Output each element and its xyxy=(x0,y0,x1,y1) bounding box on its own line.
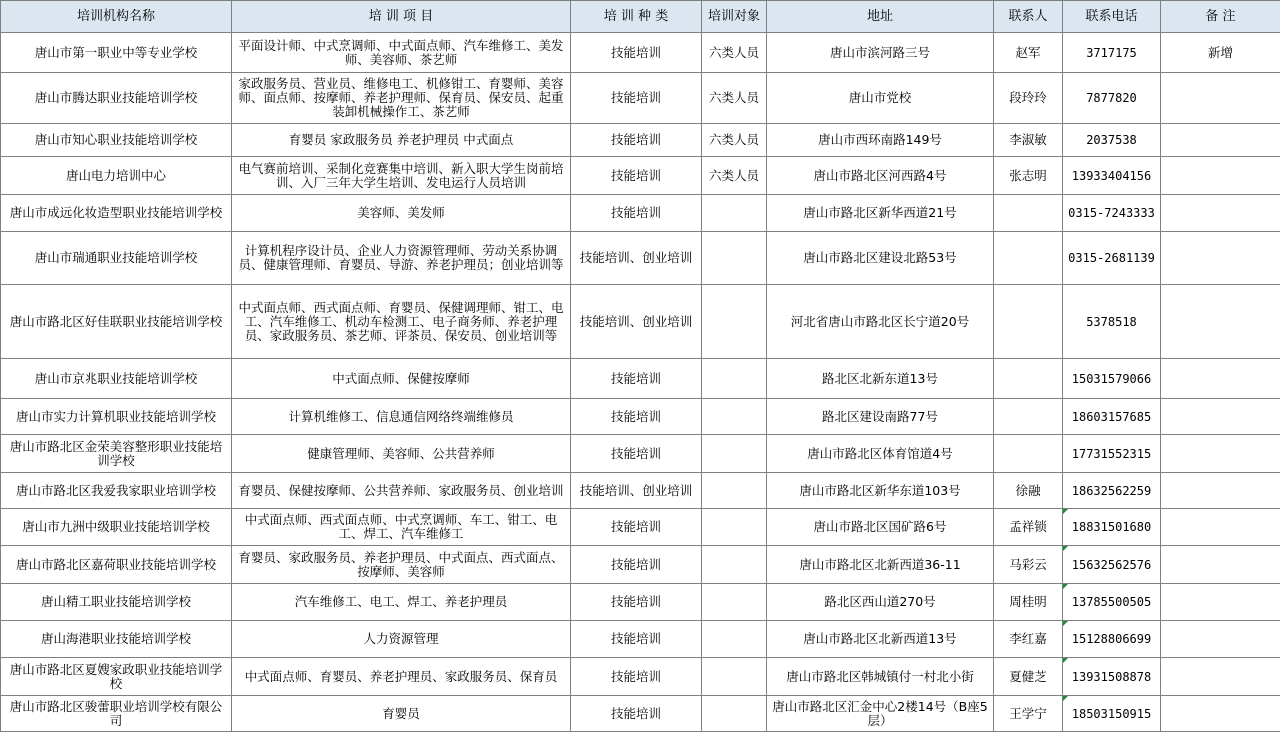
training-type-cell: 技能培训 xyxy=(571,124,702,157)
training-target-cell xyxy=(702,473,767,509)
training-projects-cell: 平面设计师、中式烹调师、中式面点师、汽车维修工、美发师、美容师、茶艺师 xyxy=(232,33,571,73)
remark-cell xyxy=(1161,696,1280,732)
institution-name-cell: 唐山电力培训中心 xyxy=(1,157,232,195)
training-type-cell: 技能培训 xyxy=(571,546,702,584)
address-cell: 唐山市路北区体育馆道4号 xyxy=(767,435,994,473)
training-projects-cell: 育婴员 xyxy=(232,696,571,732)
remark-cell xyxy=(1161,621,1280,658)
remark-cell xyxy=(1161,195,1280,232)
remark-cell xyxy=(1161,509,1280,546)
phone-cell: 15128806699 xyxy=(1063,621,1161,658)
remark-cell xyxy=(1161,124,1280,157)
header-training-target: 培训对象 xyxy=(702,1,767,33)
training-projects-cell: 中式面点师、保健按摩师 xyxy=(232,359,571,399)
remark-cell xyxy=(1161,435,1280,473)
phone-cell: 18503150915 xyxy=(1063,696,1161,732)
address-cell: 路北区建设南路77号 xyxy=(767,399,994,435)
training-target-cell: 六类人员 xyxy=(702,124,767,157)
header-row xyxy=(1,1,1280,33)
institution-name-cell: 唐山市九洲中级职业技能培训学校 xyxy=(1,509,232,546)
phone-cell: 0315-2681139 xyxy=(1063,232,1161,285)
contact-cell: 夏健芝 xyxy=(994,658,1063,696)
training-target-cell xyxy=(702,285,767,359)
address-cell: 河北省唐山市路北区长宁道20号 xyxy=(767,285,994,359)
header-remark: 备 注 xyxy=(1161,1,1280,33)
table-row xyxy=(1,285,1280,359)
training-projects-cell: 电气赛前培训、采制化竞赛集中培训、新入职大学生岗前培训、入厂三年大学生培训、发电运行人员培训 xyxy=(232,157,571,195)
table-row xyxy=(1,399,1280,435)
institution-name-cell: 唐山市实力计算机职业技能培训学校 xyxy=(1,399,232,435)
training-projects-cell: 中式面点师、西式面点师、育婴员、保健调理师、钳工、电工、汽车维修工、机动车检测工、电子商务师、养老护理员、家政服务员、茶艺师、评茶员、保安员、创业培训等 xyxy=(232,285,571,359)
contact-cell: 张志明 xyxy=(994,157,1063,195)
contact-cell: 孟祥锁 xyxy=(994,509,1063,546)
remark-cell xyxy=(1161,73,1280,124)
remark-cell: 新增 xyxy=(1161,33,1280,73)
contact-cell: 王学宁 xyxy=(994,696,1063,732)
training-target-cell xyxy=(702,195,767,232)
table-row xyxy=(1,473,1280,509)
table-row xyxy=(1,195,1280,232)
institution-name-cell: 唐山市路北区金荣美容整形职业技能培训学校 xyxy=(1,435,232,473)
address-cell: 唐山市路北区河西路4号 xyxy=(767,157,994,195)
training-type-cell: 技能培训 xyxy=(571,157,702,195)
training-projects-cell: 美容师、美发师 xyxy=(232,195,571,232)
address-cell: 唐山市路北区新华西道21号 xyxy=(767,195,994,232)
header-contact: 联系人 xyxy=(994,1,1063,33)
institution-name-cell: 唐山市路北区嘉荷职业技能培训学校 xyxy=(1,546,232,584)
address-cell: 唐山市滨河路三号 xyxy=(767,33,994,73)
training-projects-cell: 育婴员 家政服务员 养老护理员 中式面点 xyxy=(232,124,571,157)
table-row xyxy=(1,232,1280,285)
phone-cell: 13933404156 xyxy=(1063,157,1161,195)
phone-cell: 5378518 xyxy=(1063,285,1161,359)
table-row xyxy=(1,157,1280,195)
address-cell: 唐山市路北区建设北路53号 xyxy=(767,232,994,285)
address-cell: 唐山市路北区汇金中心2楼14号（B座5层） xyxy=(767,696,994,732)
remark-cell xyxy=(1161,359,1280,399)
phone-cell: 18632562259 xyxy=(1063,473,1161,509)
contact-cell: 马彩云 xyxy=(994,546,1063,584)
table-body xyxy=(1,33,1280,732)
training-type-cell: 技能培训 xyxy=(571,33,702,73)
training-projects-cell: 汽车维修工、电工、焊工、养老护理员 xyxy=(232,584,571,621)
phone-cell: 15632562576 xyxy=(1063,546,1161,584)
training-type-cell: 技能培训 xyxy=(571,435,702,473)
phone-cell: 2037538 xyxy=(1063,124,1161,157)
table-row xyxy=(1,33,1280,73)
address-cell: 唐山市路北区新华东道103号 xyxy=(767,473,994,509)
table-row xyxy=(1,509,1280,546)
training-target-cell: 六类人员 xyxy=(702,73,767,124)
phone-cell: 18831501680 xyxy=(1063,509,1161,546)
table-row xyxy=(1,73,1280,124)
institution-name-cell: 唐山市路北区夏嫂家政职业技能培训学校 xyxy=(1,658,232,696)
phone-cell: 0315-7243333 xyxy=(1063,195,1161,232)
training-projects-cell: 育婴员、保健按摩师、公共营养师、家政服务员、创业培训 xyxy=(232,473,571,509)
contact-cell: 段玲玲 xyxy=(994,73,1063,124)
contact-cell xyxy=(994,195,1063,232)
remark-cell xyxy=(1161,546,1280,584)
table-row xyxy=(1,435,1280,473)
training-projects-cell: 中式面点师、育婴员、养老护理员、家政服务员、保育员 xyxy=(232,658,571,696)
contact-cell xyxy=(994,232,1063,285)
institution-name-cell: 唐山市京兆职业技能培训学校 xyxy=(1,359,232,399)
contact-cell: 李红嘉 xyxy=(994,621,1063,658)
institution-name-cell: 唐山市腾达职业技能培训学校 xyxy=(1,73,232,124)
training-target-cell xyxy=(702,509,767,546)
institution-name-cell: 唐山市第一职业中等专业学校 xyxy=(1,33,232,73)
training-type-cell: 技能培训 xyxy=(571,509,702,546)
phone-cell: 18603157685 xyxy=(1063,399,1161,435)
contact-cell: 李淑敏 xyxy=(994,124,1063,157)
institution-name-cell: 唐山市路北区骏蕾职业培训学校有限公司 xyxy=(1,696,232,732)
table-row xyxy=(1,696,1280,732)
training-projects-cell: 计算机程序设计员、企业人力资源管理师、劳动关系协调员、健康管理师、育婴员、导游、养老护理员；创业培训等 xyxy=(232,232,571,285)
phone-cell: 7877820 xyxy=(1063,73,1161,124)
address-cell: 唐山市路北区北新西道36-11 xyxy=(767,546,994,584)
address-cell: 路北区西山道270号 xyxy=(767,584,994,621)
training-target-cell xyxy=(702,696,767,732)
contact-cell xyxy=(994,285,1063,359)
institution-name-cell: 唐山市成远化妆造型职业技能培训学校 xyxy=(1,195,232,232)
contact-cell xyxy=(994,399,1063,435)
training-target-cell: 六类人员 xyxy=(702,157,767,195)
remark-cell xyxy=(1161,399,1280,435)
contact-cell xyxy=(994,435,1063,473)
address-cell: 路北区北新东道13号 xyxy=(767,359,994,399)
phone-cell: 13785500505 xyxy=(1063,584,1161,621)
training-target-cell xyxy=(702,232,767,285)
header-address: 地址 xyxy=(767,1,994,33)
contact-cell xyxy=(994,359,1063,399)
training-target-cell: 六类人员 xyxy=(702,33,767,73)
institution-name-cell: 唐山市瑞通职业技能培训学校 xyxy=(1,232,232,285)
remark-cell xyxy=(1161,232,1280,285)
remark-cell xyxy=(1161,157,1280,195)
training-target-cell xyxy=(702,546,767,584)
address-cell: 唐山市党校 xyxy=(767,73,994,124)
training-projects-cell: 育婴员、家政服务员、养老护理员、中式面点、西式面点、按摩师、美容师 xyxy=(232,546,571,584)
training-type-cell: 技能培训 xyxy=(571,696,702,732)
training-type-cell: 技能培训、创业培训 xyxy=(571,473,702,509)
table-row xyxy=(1,359,1280,399)
institution-name-cell: 唐山市路北区好佳联职业技能培训学校 xyxy=(1,285,232,359)
table-row xyxy=(1,658,1280,696)
training-target-cell xyxy=(702,584,767,621)
header-training-projects: 培 训 项 目 xyxy=(232,1,571,33)
contact-cell: 赵军 xyxy=(994,33,1063,73)
address-cell: 唐山市路北区北新西道13号 xyxy=(767,621,994,658)
training-type-cell: 技能培训 xyxy=(571,195,702,232)
remark-cell xyxy=(1161,658,1280,696)
header-training-type: 培 训 种 类 xyxy=(571,1,702,33)
training-target-cell xyxy=(702,658,767,696)
contact-cell: 周桂明 xyxy=(994,584,1063,621)
training-type-cell: 技能培训、创业培训 xyxy=(571,285,702,359)
training-target-cell xyxy=(702,621,767,658)
remark-cell xyxy=(1161,285,1280,359)
training-projects-cell: 计算机维修工、信息通信网络终端维修员 xyxy=(232,399,571,435)
training-type-cell: 技能培训 xyxy=(571,399,702,435)
training-type-cell: 技能培训 xyxy=(571,359,702,399)
training-type-cell: 技能培训 xyxy=(571,584,702,621)
table-row xyxy=(1,621,1280,658)
institution-name-cell: 唐山海港职业技能培训学校 xyxy=(1,621,232,658)
phone-cell: 13931508878 xyxy=(1063,658,1161,696)
phone-cell: 17731552315 xyxy=(1063,435,1161,473)
institution-name-cell: 唐山市知心职业技能培训学校 xyxy=(1,124,232,157)
training-target-cell xyxy=(702,435,767,473)
address-cell: 唐山市路北区韩城镇付一村北小街 xyxy=(767,658,994,696)
training-projects-cell: 人力资源管理 xyxy=(232,621,571,658)
training-type-cell: 技能培训 xyxy=(571,658,702,696)
remark-cell xyxy=(1161,473,1280,509)
table-row xyxy=(1,584,1280,621)
training-type-cell: 技能培训、创业培训 xyxy=(571,232,702,285)
header-institution-name: 培训机构名称 xyxy=(1,1,232,33)
institution-name-cell: 唐山市路北区我爱我家职业培训学校 xyxy=(1,473,232,509)
table-row xyxy=(1,546,1280,584)
training-projects-cell: 健康管理师、美容师、公共营养师 xyxy=(232,435,571,473)
phone-cell: 3717175 xyxy=(1063,33,1161,73)
remark-cell xyxy=(1161,584,1280,621)
table-row xyxy=(1,124,1280,157)
address-cell: 唐山市路北区国矿路6号 xyxy=(767,509,994,546)
phone-cell: 15031579066 xyxy=(1063,359,1161,399)
training-target-cell xyxy=(702,359,767,399)
address-cell: 唐山市西环南路149号 xyxy=(767,124,994,157)
contact-cell: 徐融 xyxy=(994,473,1063,509)
training-type-cell: 技能培训 xyxy=(571,73,702,124)
training-projects-cell: 中式面点师、西式面点师、中式烹调师、车工、钳工、电工、焊工、汽车维修工 xyxy=(232,509,571,546)
training-projects-cell: 家政服务员、营业员、维修电工、机修钳工、育婴师、美容师、面点师、按摩师、养老护理师、保育员、保安员、起重装卸机械操作工、茶艺师 xyxy=(232,73,571,124)
header-phone: 联系电话 xyxy=(1063,1,1161,33)
training-type-cell: 技能培训 xyxy=(571,621,702,658)
institution-name-cell: 唐山精工职业技能培训学校 xyxy=(1,584,232,621)
training-target-cell xyxy=(702,399,767,435)
